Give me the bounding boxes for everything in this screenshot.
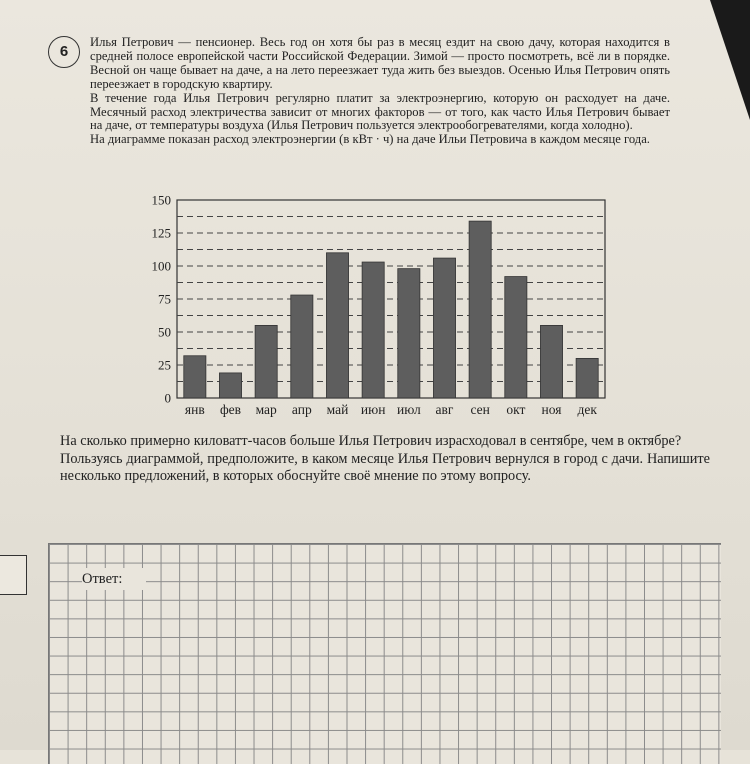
x-tick-label: авг <box>435 402 454 417</box>
bar-апр <box>291 295 313 398</box>
bar-июл <box>398 269 420 398</box>
y-tick-label: 75 <box>158 291 171 307</box>
bar-окт <box>505 277 527 398</box>
background-corner <box>710 0 750 120</box>
x-tick-label: мар <box>255 402 277 417</box>
chart-svg <box>135 190 620 425</box>
bar-май <box>326 253 348 398</box>
task-number-badge: 6 <box>48 36 80 68</box>
x-tick-label: июл <box>396 402 421 417</box>
y-tick-label: 0 <box>164 390 171 406</box>
x-tick-label: фев <box>219 402 242 417</box>
y-tick-label: 25 <box>158 357 171 373</box>
y-tick-label: 50 <box>158 324 171 340</box>
questions-block <box>60 433 710 486</box>
bar-ноя <box>540 325 562 398</box>
y-tick-label: 150 <box>151 192 171 208</box>
y-tick-label: 125 <box>151 225 171 241</box>
x-tick-label: янв <box>184 402 205 417</box>
problem-statement <box>90 36 670 147</box>
bar-янв <box>184 356 206 398</box>
bar-сен <box>469 221 491 398</box>
x-tick-label: апр <box>291 402 312 417</box>
x-tick-label: ноя <box>541 402 562 417</box>
y-tick-label: 100 <box>151 258 171 274</box>
x-tick-label: сен <box>470 402 490 417</box>
answer-grid[interactable] <box>48 543 721 764</box>
bar-авг <box>433 258 455 398</box>
bar-июн <box>362 262 384 398</box>
bar-мар <box>255 325 277 398</box>
problem-paragraph-1: Илья Петрович — пенсионер. Весь год он хотя бы раз в месяц ездит на свою дачу, которая находится в средней полосе европейской части Российской Федерации. Зимой — просто посмотреть, всё ли в порядке. Весной он чаще бывает на даче, а на лето переезжает туда жить без выездов. Осенью Илья Петрович опять переезжает в городскую квартиру. <box>90 35 670 91</box>
bar-фев <box>219 373 241 398</box>
x-tick-label: июн <box>360 402 386 417</box>
x-tick-label: окт <box>506 402 526 417</box>
question-2: Пользуясь диаграммой, предположите, в каком месяце Илья Петрович вернулся в город с дачи. Напишите несколько предложений, в которых обоснуйте своё мнение по этому вопросу. <box>60 450 710 484</box>
score-box <box>0 555 27 595</box>
bar-дек <box>576 358 598 398</box>
question-1: На сколько примерно киловатт-часов больше Илья Петрович израсходовал в сентябре, чем в октябре? <box>60 433 682 449</box>
x-tick-label: май <box>326 402 349 417</box>
problem-paragraph-2: В течение года Илья Петрович регулярно платит за электроэнергию, которую он расходует на даче. Месячный расход электричества зависит от многих факторов — от того, как часто Илья Петрович бывает на даче, от температуры воздуха (Илья Петрович пользуется электрообогревателями, когда холодно). <box>90 90 670 133</box>
electricity-bar-chart <box>135 190 620 425</box>
x-tick-label: дек <box>577 402 597 417</box>
problem-paragraph-3: На диаграмме показан расход электроэнергии (в кВт · ч) на даче Ильи Петровича в каждом месяце года. <box>90 132 650 147</box>
answer-label: Ответ: <box>82 568 146 590</box>
